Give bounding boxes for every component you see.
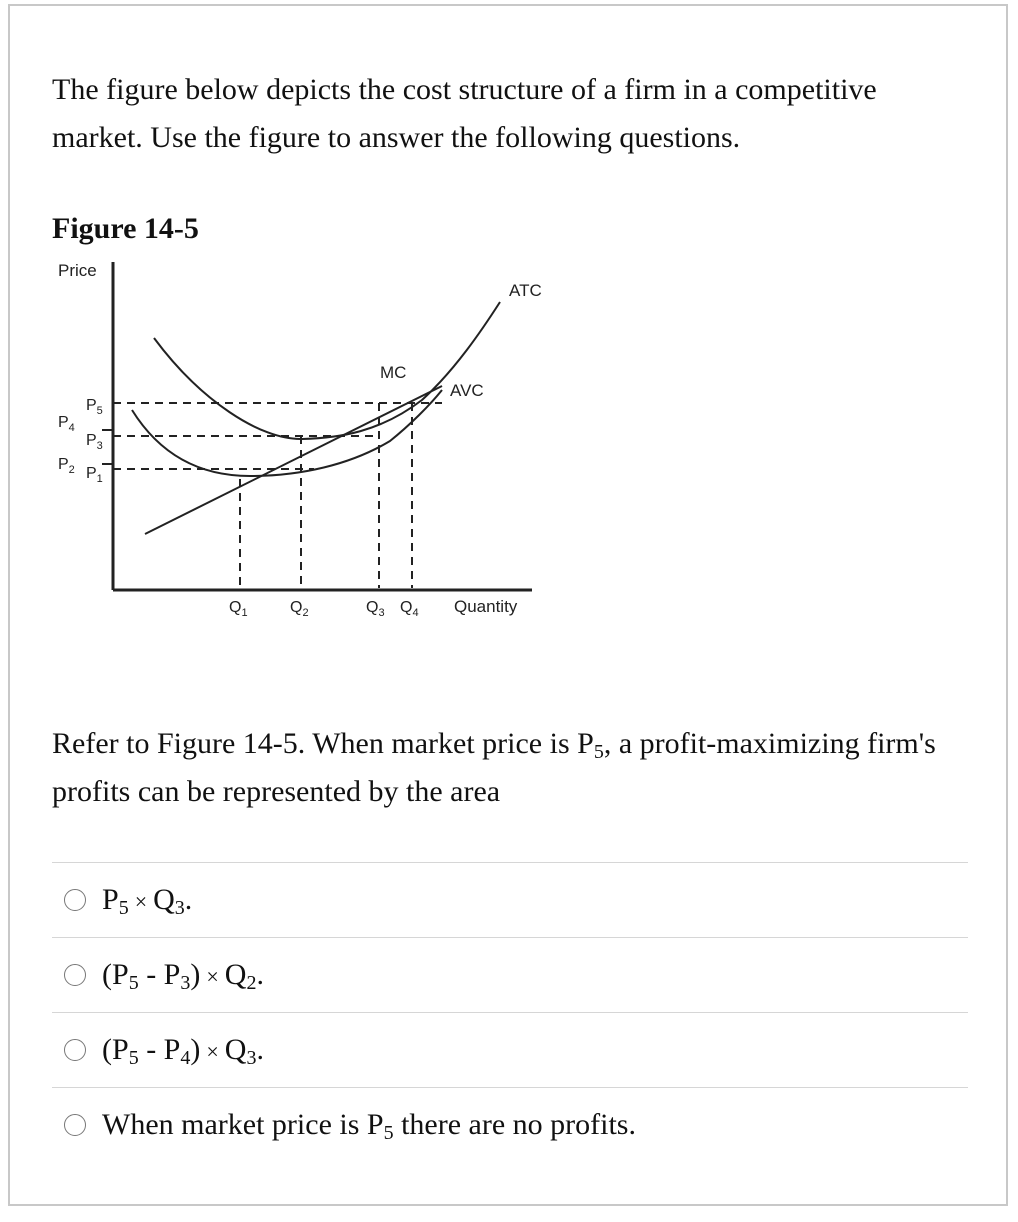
question-text: Refer to Figure 14-5. When market price is $P_5$, a profit-maximizing firm's profits can be represented by the area <box>52 727 936 808</box>
atc-label: ATC <box>509 281 542 300</box>
option-4[interactable] <box>52 1087 968 1162</box>
option-4-label: When market price is $P_5$ there are no profits. <box>102 1108 636 1144</box>
cost-curves-figure <box>50 250 570 630</box>
p4-label: $P_4$ <box>58 414 75 434</box>
answer-options <box>52 862 968 1162</box>
option-2[interactable] <box>52 937 968 1012</box>
mc-curve <box>145 386 442 534</box>
x-axis-label: Quantity <box>454 597 518 616</box>
y-axis-label: Price <box>58 261 97 280</box>
q3-label: $Q_3$ <box>366 599 385 619</box>
mc-label: MC <box>380 363 407 382</box>
p2-label: $P_2$ <box>58 456 75 476</box>
option-1[interactable] <box>52 862 968 937</box>
p5-label: $P_5$ <box>86 397 103 417</box>
p3-label: $P_3$ <box>86 432 103 452</box>
radio-button[interactable] <box>64 889 86 911</box>
radio-button[interactable] <box>64 1039 86 1061</box>
q2-label: $Q_2$ <box>290 599 309 619</box>
q1-label: $Q_1$ <box>229 599 248 619</box>
atc-curve <box>154 302 500 439</box>
avc-label: AVC <box>450 381 484 400</box>
q4-label: $Q_4$ <box>400 599 419 619</box>
option-3-label: $(P_5 - P_4) \times Q_3$. <box>102 1033 264 1069</box>
radio-button[interactable] <box>64 964 86 986</box>
option-2-label: $(P_5 - P_3) \times Q_2$. <box>102 958 264 994</box>
radio-button[interactable] <box>64 1114 86 1136</box>
intro-text: The figure below depicts the cost structure of a firm in a competitive market. Use the figure to answer the following questions. <box>52 73 877 154</box>
figure-title: Figure 14-5 <box>52 212 199 245</box>
p1-label: $P_1$ <box>86 465 103 485</box>
option-3[interactable] <box>52 1012 968 1087</box>
option-1-label: $P_5 \times Q_3$. <box>102 883 193 919</box>
